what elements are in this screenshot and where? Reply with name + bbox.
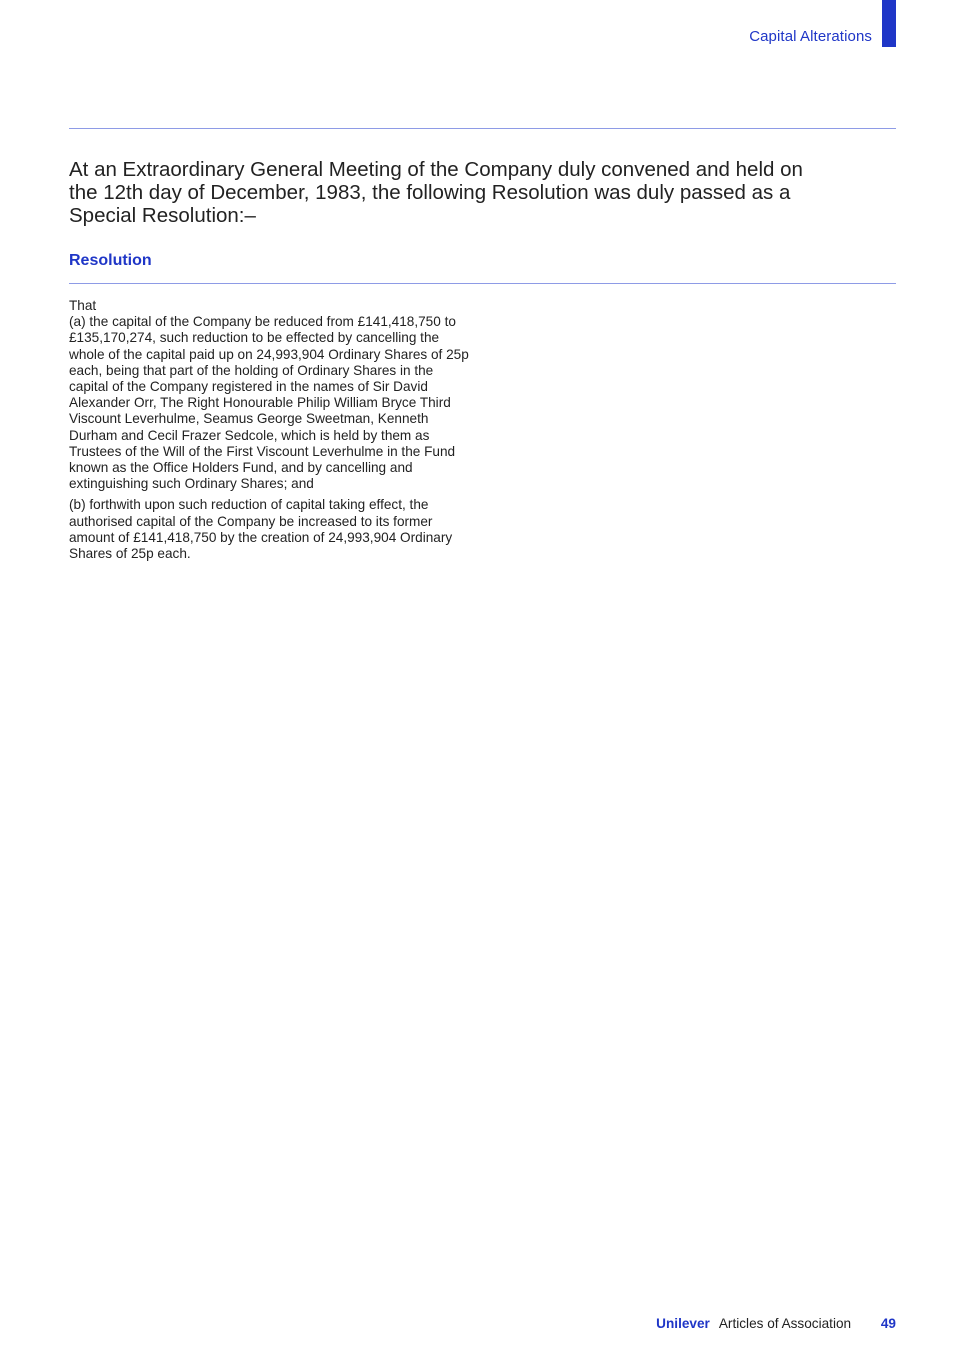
resolution-clause-b: (b) forthwith upon such reduction of capital taking effect, the authorised capital of the Company be increased to its former amount of £141,418,750 by the creation of 24,993,904 Ordinary Shares of 25p each. bbox=[69, 497, 453, 562]
intro-paragraph: At an Extraordinary General Meeting of the Company duly convened and held on the 12th day of December, 1983, the following Resolution was duly passed as a Special Resolution:– bbox=[69, 158, 803, 227]
resolution-heading: Resolution bbox=[69, 252, 152, 269]
top-divider bbox=[69, 128, 896, 129]
resolution-that: That bbox=[69, 298, 97, 313]
footer-document-title: Articles of Association bbox=[718, 1316, 852, 1331]
page-number: 49 bbox=[880, 1316, 896, 1331]
resolution-clause-a: (a) the capital of the Company be reduced from £141,418,750 to £135,170,274, such reduction to be effected by cancelling the whole of the capital paid up on 24,993,904 Ordinary Shares of 25p each, being that part of the holding of Ordinary Shares in the capital of the Company registered in the names of Sir David Alexander Orr, The Right Honourable Philip William Bryce Third Viscount Leverhulme, Seamus George Sweetman, Kenneth Durham and Cecil Frazer Sedcole, which is held by them as Trustees of the Will of the First Viscount Leverhulme in the Fund known as the Office Holders Fund, and by cancelling and extinguishing such Ordinary Shares; and bbox=[69, 314, 469, 492]
page-footer bbox=[656, 1316, 896, 1331]
resolution-body bbox=[69, 298, 471, 562]
section-title: Capital Alterations bbox=[749, 28, 872, 45]
section-marker-bar bbox=[882, 0, 896, 47]
footer-brand: Unilever bbox=[656, 1316, 710, 1331]
resolution-divider bbox=[69, 283, 896, 284]
